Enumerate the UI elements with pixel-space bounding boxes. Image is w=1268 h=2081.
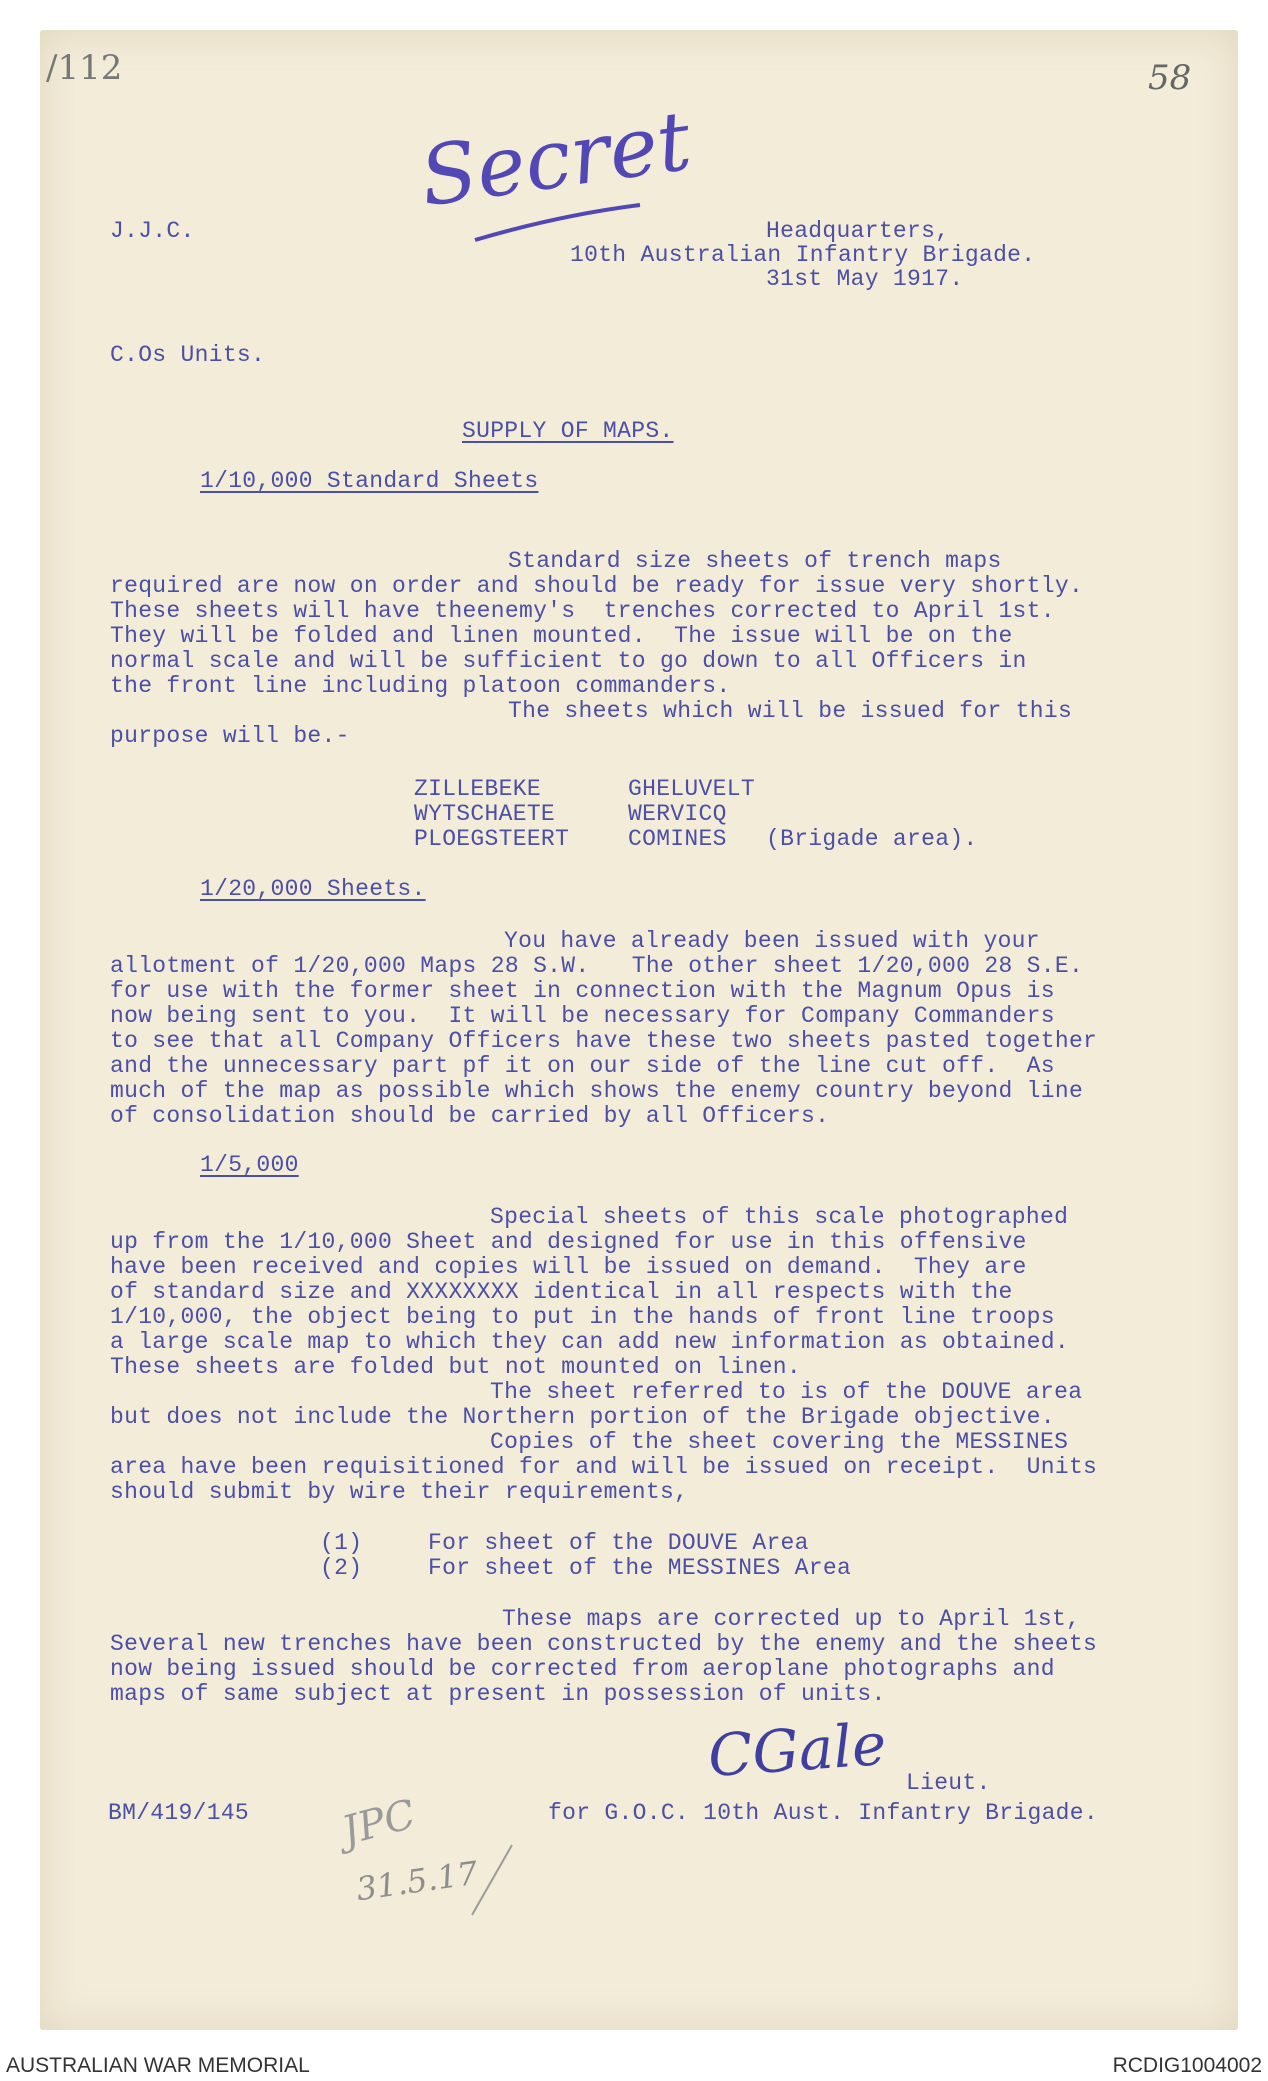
footer-identifier: RCDIG1004002 xyxy=(1112,2054,1262,2077)
section-2-line: and the unnecessary part pf it on our side of the line cut off. As xyxy=(110,1053,1055,1079)
signature-rank: Lieut. xyxy=(906,1770,991,1796)
pencil-date: 31.5.17 xyxy=(353,1853,481,1909)
closing-line: These maps are corrected up to April 1st, xyxy=(502,1606,1081,1632)
folio-number-right: 58 xyxy=(1148,58,1192,98)
section-3-heading: 1/5,000 xyxy=(200,1152,299,1178)
footer-source: AUSTRALIAN WAR MEMORIAL xyxy=(6,2054,310,2077)
section-3-line: up from the 1/10,000 Sheet and designed for use in this offensive xyxy=(110,1229,1027,1255)
section-3-line: The sheet referred to is of the DOUVE area xyxy=(490,1379,1083,1405)
pencil-initials: JPC xyxy=(337,1791,421,1855)
sheet-note: (Brigade area). xyxy=(766,826,978,852)
section-3-line: should submit by wire their requirements, xyxy=(110,1479,689,1505)
section-2-line: allotment of 1/20,000 Maps 28 S.W. The other sheet 1/20,000 28 S.E. xyxy=(110,953,1084,979)
section-3-line: have been received and copies will be issued on demand. They are xyxy=(110,1254,1027,1280)
section-3-line: Special sheets of this scale photographed xyxy=(490,1204,1069,1230)
section-3-line: a large scale map to which they can add new information as obtained. xyxy=(110,1329,1069,1355)
signature-for: for G.O.C. 10th Aust. Infantry Brigade. xyxy=(548,1800,1098,1826)
list-item-text: For sheet of the MESSINES Area xyxy=(428,1555,852,1581)
section-1-line: The sheets which will be issued for this xyxy=(508,698,1073,724)
section-3-line: These sheets are folded but not mounted on linen. xyxy=(110,1354,802,1380)
list-item-number: (2) xyxy=(320,1555,363,1581)
section-3-line: area have been requisitioned for and will be issued on receipt. Units xyxy=(110,1454,1098,1480)
section-1-line: normal scale and will be sufficient to go down to all Officers in xyxy=(110,648,1027,674)
sheet-name: PLOEGSTEERT xyxy=(414,826,570,852)
section-2-line: much of the map as possible which shows the enemy country beyond line xyxy=(110,1078,1084,1104)
section-3-line: of standard size and XXXXXXXX identical in all respects with the xyxy=(110,1279,1013,1305)
list-item-number: (1) xyxy=(320,1530,363,1556)
header-line-1: Headquarters, xyxy=(766,218,950,244)
closing-line: Several new trenches have been constructed by the enemy and the sheets xyxy=(110,1631,1098,1657)
closing-line: maps of same subject at present in possession of units. xyxy=(110,1681,886,1707)
section-1-line: required are now on order and should be ready for issue very shortly. xyxy=(110,573,1084,599)
section-1-line: Standard size sheets of trench maps xyxy=(508,548,1002,574)
section-2-line: to see that all Company Officers have these two sheets pasted together xyxy=(110,1028,1098,1054)
section-1-line: They will be folded and linen mounted. The issue will be on the xyxy=(110,623,1013,649)
sheet-name: COMINES xyxy=(628,826,727,852)
section-2-line: of consolidation should be carried by all Officers. xyxy=(110,1103,830,1129)
addressee: C.Os Units. xyxy=(110,342,266,368)
document-title: SUPPLY OF MAPS. xyxy=(462,418,674,444)
section-2-line: for use with the former sheet in connection with the Magnum Opus is xyxy=(110,978,1055,1004)
section-2-line: now being sent to you. It will be necessary for Company Commanders xyxy=(110,1003,1055,1029)
section-1-line: purpose will be.- xyxy=(110,723,350,749)
section-3-line: Copies of the sheet covering the MESSINES xyxy=(490,1429,1069,1455)
section-1-line: the front line including platoon commanders. xyxy=(110,673,731,699)
sheet-name: WERVICQ xyxy=(628,801,727,827)
section-2-heading: 1/20,000 Sheets. xyxy=(200,876,426,902)
sender-initials: J.J.C. xyxy=(110,218,195,244)
closing-line: now being issued should be corrected from aeroplane photographs and xyxy=(110,1656,1055,1682)
header-line-3: 31st May 1917. xyxy=(766,266,964,292)
section-1-line: These sheets will have theenemy's trenches corrected to April 1st. xyxy=(110,598,1055,624)
pencil-slash xyxy=(462,1840,522,1920)
sheet-name: ZILLEBEKE xyxy=(414,776,541,802)
list-item-text: For sheet of the DOUVE Area xyxy=(428,1530,809,1556)
folio-number-left: /112 xyxy=(46,48,123,88)
section-3-line: 1/10,000, the object being to put in the hands of front line troops xyxy=(110,1304,1055,1330)
section-1-heading: 1/10,000 Standard Sheets xyxy=(200,468,539,494)
section-3-line: but does not include the Northern portion of the Brigade objective. xyxy=(110,1404,1055,1430)
secret-stamp: Secret xyxy=(414,93,697,226)
sheet-name: WYTSCHAETE xyxy=(414,801,556,827)
sheet-name: GHELUVELT xyxy=(628,776,755,802)
handwritten-signature: CGale xyxy=(705,1709,889,1791)
section-2-line: You have already been issued with your xyxy=(504,928,1040,954)
header-line-2: 10th Australian Infantry Brigade. xyxy=(570,242,1036,268)
reference-number: BM/419/145 xyxy=(108,1800,250,1826)
